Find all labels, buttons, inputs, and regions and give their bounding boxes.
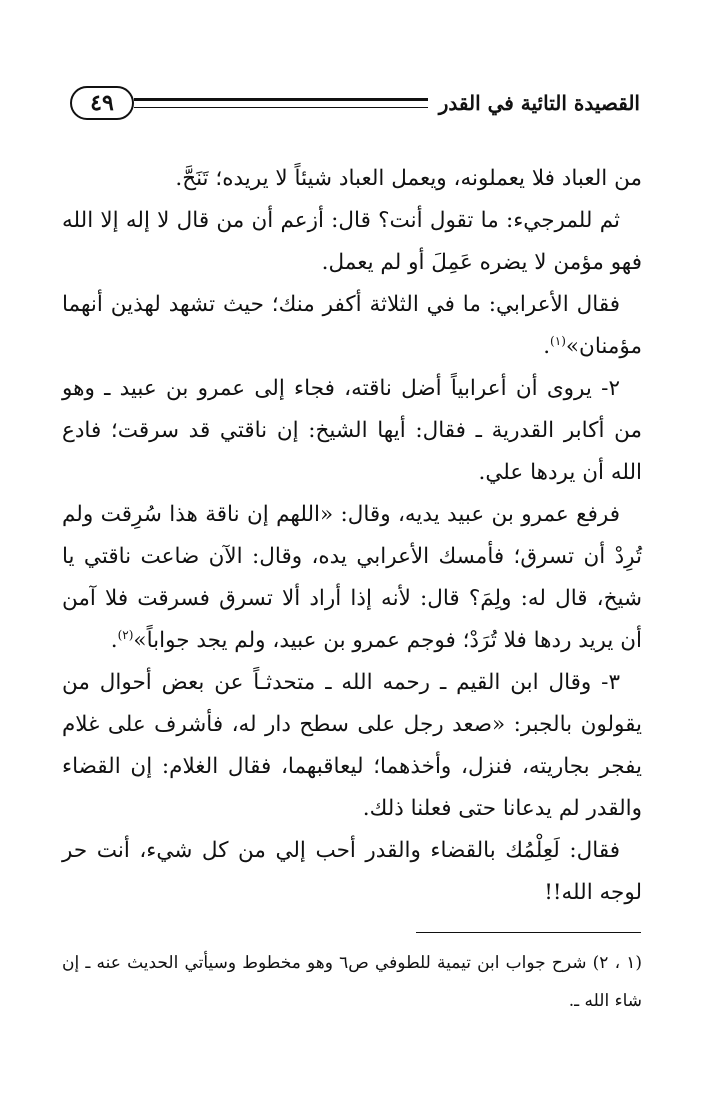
page-number: ٤٩ [70, 86, 134, 120]
footnote: (١ ، ٢) شرح جواب ابن تيمية للطوفي ص٦ وهو مخطوط وسيأتي الحديث عنه ـ إن شاء الله ـ. [62, 953, 643, 1011]
header-rule [134, 98, 428, 108]
footnote-separator [416, 932, 641, 933]
paragraph: ٣- وقال ابن القيم ـ رحمه الله ـ متحدثـاً عن بعض أحوال من يقولون بالجبر: «صعد رجل على سطح دار له، فأشرف على غلام يفجر بجاريته، فنزل، وأخذهما؛ ليعاقبهما، فقال الغلام: إن القضاء والقدر لم يدعانا حتى فعلنا ذلك. [62, 670, 642, 821]
paragraph-text: فقال الأعرابي: ما في الثلاثة أكفر منك؛ حيث تشهد لهذين أنهما مؤمنان» [62, 292, 642, 359]
paragraph-ending: . [543, 334, 551, 359]
paragraph: ثم للمرجيء: ما تقول أنت؟ قال: أزعم أن من قال لا إله إلا الله فهو مؤمن لا يضره عَمِلَ أو لم يعمل. [62, 208, 642, 275]
footnotes [62, 944, 642, 1020]
running-title: القصيدة التائية في القدر [438, 91, 640, 115]
paragraph: ٢- يروى أن أعرابياً أضل ناقته، فجاء إلى عمرو بن عبيد ـ وهو من أكابر القدرية ـ فقال: أيها الشيخ: إن ناقتي قد سرقت؛ فادع الله أن يردها علي. [62, 376, 642, 485]
page-header [70, 86, 640, 126]
paragraph [62, 494, 642, 662]
paragraph [62, 284, 642, 368]
paragraph-ending: . [110, 628, 118, 653]
footnote-marker: (١) [550, 333, 566, 348]
paragraph: فقال: لَعِلْمُك بالقضاء والقدر أحب إلي من كل شيء، أنت حر لوجه الله!! [62, 838, 642, 905]
paragraph-text: فرفع عمرو بن عبيد يديه، وقال: «اللهم إن ناقة هذا سُرِقت ولم تُرِدْ أن تسرق؛ فأمسك الأعرابي يده، وقال: الآن ضاعت ناقتي يا شيخ، قال له: ولِمَ؟ قال: لأنه إذا أراد ألا تسرق فسرقت فلا آمن أن يريد ردها فلا تُرَدْ؛ فوجم عمرو بن عبيد، ولم يجد جواباً» [62, 502, 642, 653]
footnote-marker: (٢) [117, 627, 134, 642]
body-text [62, 158, 642, 914]
paragraph: من العباد فلا يعملونه، ويعمل العباد شيئاً لا يريده؛ تَنَحَّ. [175, 166, 642, 191]
